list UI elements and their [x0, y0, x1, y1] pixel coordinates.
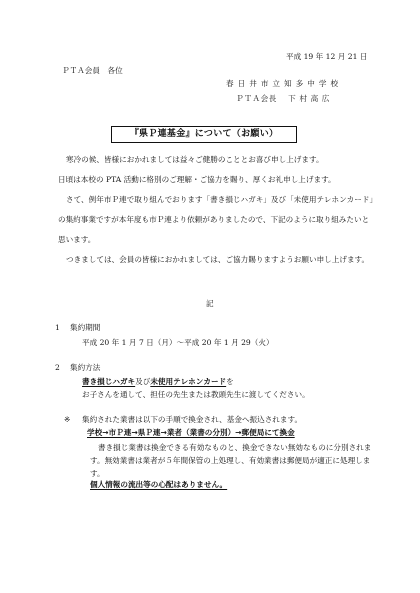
and-connector: 及び [135, 377, 151, 386]
postcard-item: 書き損じハガキ [82, 377, 136, 386]
note-mark: ※ [64, 415, 71, 424]
document-date: 平成 19 年 12 月 21 日 [286, 52, 368, 61]
ki-heading: 記 [206, 299, 214, 308]
thanks-paragraph: 日頃は本校の PTA 活動に格別のご理解・ご協力を賜り、厚くお礼申し上げます。 [58, 175, 336, 184]
privacy-note: 個人情報の流出等の心配はありません。 [90, 480, 228, 489]
greeting-paragraph: 寒冷の候、皆様におかれましては益々ご健勝のこととお喜び申し上げます。 [66, 155, 324, 164]
document-title: 『県Ｐ連基金』について（お願い） [111, 126, 297, 143]
section-2-number: 2 [55, 363, 60, 372]
exchange-flow: 学校→市Ｐ連→県Ｐ連→業者（業書の分別）→郵便局にて換金 [87, 428, 295, 437]
note-detail: 書き損じ業書は換金できる有効なものと、換金できない無効なものに分別されます。無効業書は業者が５年間保管の上処理し、有効業書は郵便局が適正に処理します。 [90, 443, 372, 478]
phonecard-item: 未使用テレホンカード [150, 377, 227, 386]
section-1-period: 平成 20 年 1 月 7 日（月）〜平成 20 年 1 月 29（火） [82, 338, 274, 347]
section-1-number: 1 [55, 323, 60, 332]
section-1-heading: 集約期間 [70, 323, 101, 332]
addressee: ＰＴＡ会員 各位 [62, 66, 123, 75]
note-lead: 集約された業書は以下の手順で換金され、基金へ振込されます。 [82, 415, 303, 424]
object-particle: を [226, 377, 234, 386]
collection-items-line [82, 377, 234, 387]
sender-person: ＰＴＡ会長 下 村 高 広 [236, 94, 330, 103]
request-paragraph: さて、例年市Ｐ連で取り組んでおります「書き損じハガキ」及び「未使用テレホンカード」の集約事業ですが本年度も市Ｐ連より依頼がありましたので、下記のように取り組みたいと思います。 [58, 195, 374, 244]
closing-paragraph: つきましては、会員の皆様におかれましては、ご協力賜りますようお願い申し上げます。 [66, 255, 370, 264]
collection-method-text: お子さんを通して、担任の先生または教頭先生に渡してください。 [82, 390, 310, 399]
section-2-heading: 集約方法 [70, 363, 101, 372]
sender-school: 春 日 井 市 立 知 多 中 学 校 [226, 79, 339, 88]
